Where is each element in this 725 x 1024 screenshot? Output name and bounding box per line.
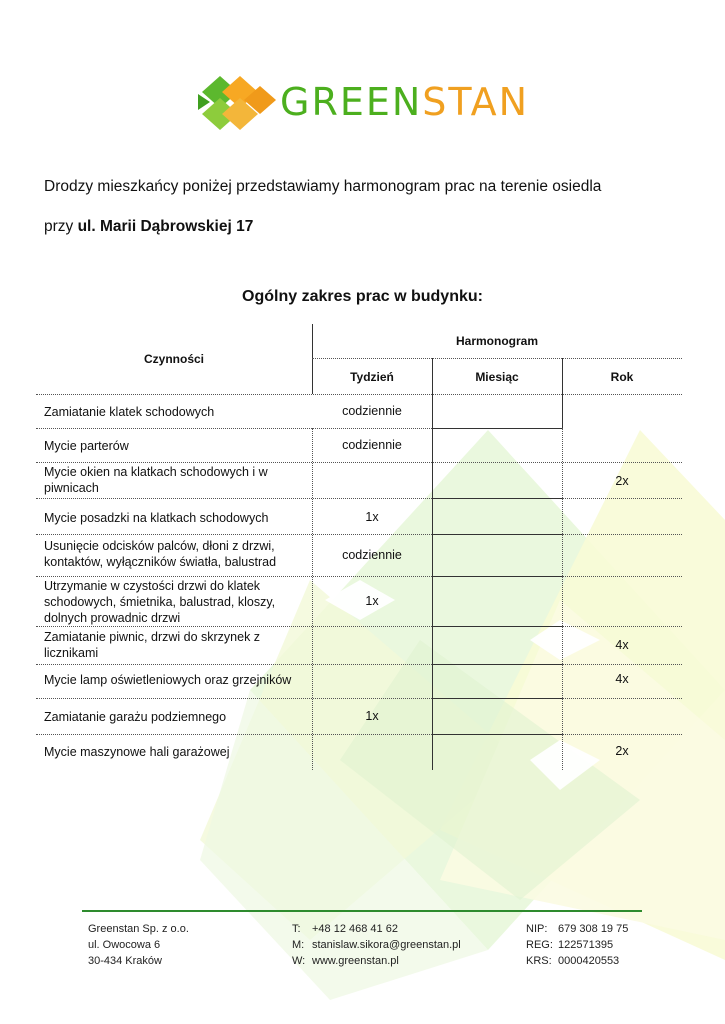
year-value: 4x [615, 638, 629, 652]
year-value: 2x [615, 744, 629, 758]
footer-contact [292, 921, 461, 969]
krs-label: KRS: [526, 955, 552, 967]
week-value: codziennie [342, 438, 402, 452]
web-label: W: [292, 955, 306, 967]
footer-address [88, 921, 189, 969]
company-name: Greenstan Sp. z o.o. [88, 923, 189, 935]
year-value: 4x [615, 672, 629, 686]
table-row [36, 394, 682, 428]
table-row [36, 734, 682, 770]
table-row [36, 698, 682, 734]
year-value: 2x [615, 474, 629, 488]
header-week: Tydzień [350, 370, 394, 384]
greenstan-diamond-icon [196, 70, 286, 134]
task-label: Mycie posadzki na klatkach schodowych [44, 511, 269, 525]
task-label: Mycie okien na klatkach schodowych i w piwnicach [44, 465, 268, 495]
regon-label: REG: [526, 939, 553, 951]
krs-value: 0000420553 [558, 955, 620, 967]
footer-registry [526, 921, 628, 969]
website-link[interactable]: www.greenstan.pl [312, 955, 399, 967]
task-label: Utrzymanie w czystości drzwi do klatek schodowych, śmietnika, balustrad, kloszy, dolnych prowadnic drzwi [44, 579, 276, 625]
table-row [36, 664, 682, 698]
footer-divider [82, 910, 642, 912]
task-label: Usunięcie odcisków palców, dłoni z drzwi, kontaktów, wyłączników światła, balustrad [44, 539, 277, 569]
task-label: Zamiatanie garażu podziemnego [44, 710, 227, 724]
nip-label: NIP: [526, 923, 548, 935]
header-task: Czynności [143, 352, 204, 366]
company-logo [196, 70, 536, 134]
company-street: ul. Owocowa 6 [88, 939, 161, 951]
intro-line: Drodzy mieszkańcy poniżej przedstawiamy harmonogram prac na terenie osiedla [44, 178, 602, 195]
address-bold: ul. Marii Dąbrowskiej 17 [77, 218, 254, 235]
task-label: Mycie lamp oświetleniowych oraz grzejników [44, 673, 292, 687]
table-row [36, 498, 682, 534]
logo-wordmark: GREENSTAN [280, 80, 530, 124]
table-row [36, 626, 682, 664]
phone-number: +48 12 468 41 62 [312, 923, 398, 935]
table-row [36, 462, 682, 498]
email-link[interactable]: stanislaw.sikora@greenstan.pl [312, 939, 461, 951]
mail-label: M: [292, 939, 305, 951]
table-row [36, 428, 682, 462]
task-label: Mycie parterów [44, 439, 129, 453]
week-value: codziennie [342, 548, 402, 562]
company-city: 30-434 Kraków [88, 955, 162, 967]
regon-value: 122571395 [558, 939, 614, 951]
address-line: przy ul. Marii Dąbrowskiej 17 [44, 218, 254, 235]
week-value: 1x [365, 510, 379, 524]
week-value: 1x [365, 709, 379, 723]
phone-label: T: [292, 923, 301, 935]
nip-value: 679 308 19 75 [558, 923, 629, 935]
section-title: Ogólny zakres prac w budynku: [242, 288, 483, 305]
week-value: 1x [365, 594, 379, 608]
task-label: Zamiatanie piwnic, drzwi do skrzynek z licznikami [44, 630, 261, 660]
header-month: Miesiąc [475, 370, 519, 384]
week-value: codziennie [342, 404, 402, 418]
header-schedule: Harmonogram [455, 334, 538, 348]
task-label: Mycie maszynowe hali garażowej [44, 745, 230, 759]
table-row [36, 534, 682, 576]
table-row [36, 576, 682, 626]
header-year: Rok [610, 370, 634, 384]
task-label: Zamiatanie klatek schodowych [44, 405, 215, 419]
